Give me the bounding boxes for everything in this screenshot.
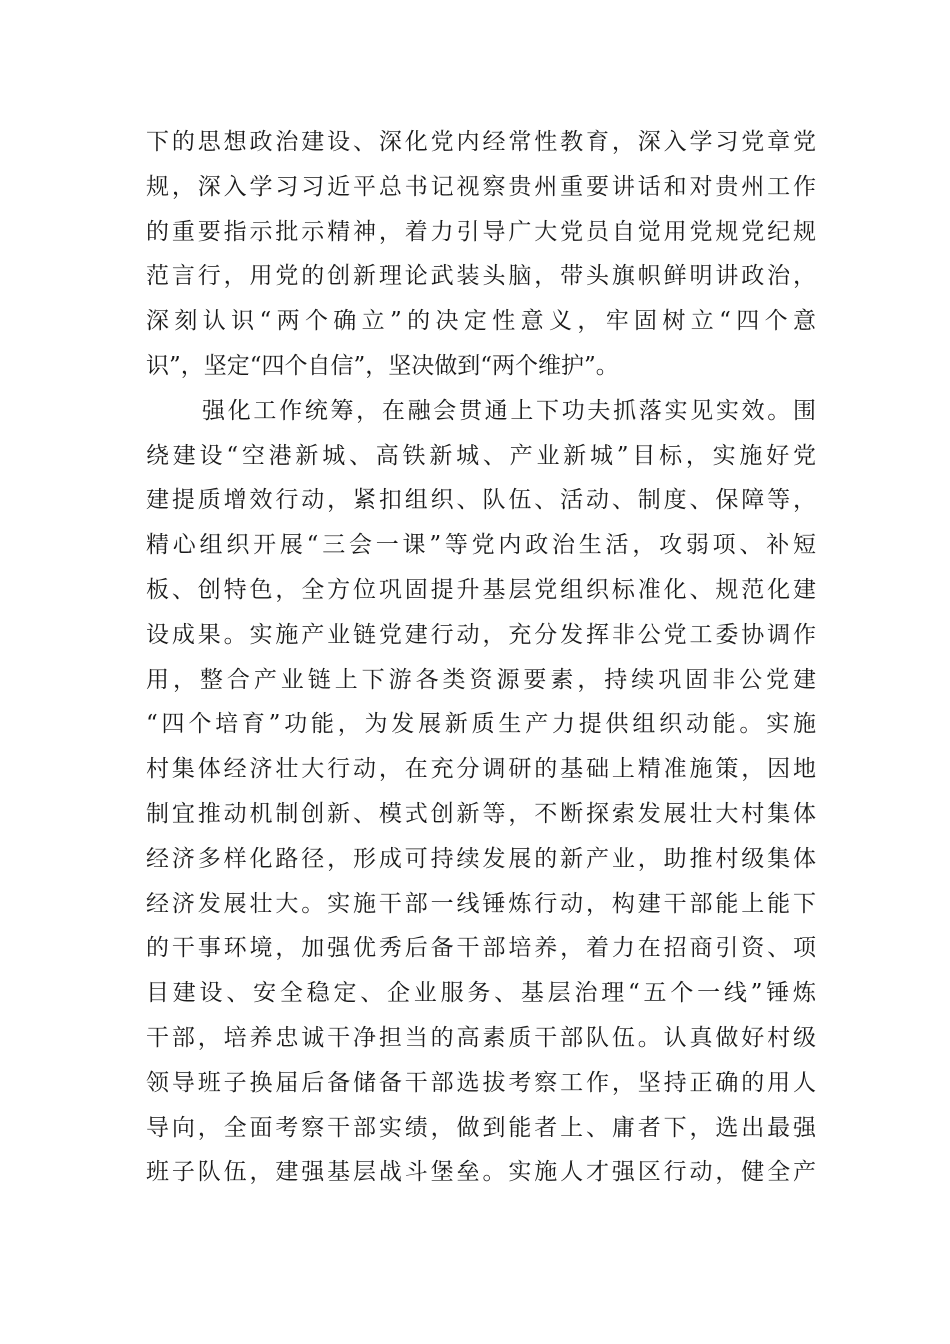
text-line: 深刻认识“两个确立”的决定性意义，牢固树立“四个意 [146,308,816,335]
text-line: 导向，全面考察干部实绩，做到能者上、庸者下，选出最强 [146,1114,816,1141]
text-line: 的干事环境，加强优秀后备干部培养，着力在招商引资、项 [146,935,816,962]
text-line: 识”，坚定“四个自信”，坚决做到“两个维护”。 [146,352,619,379]
text-line: 下的思想政治建设、深化党内经常性教育，深入学习党章党 [146,129,816,155]
text-line: 绕建设“空港新城、高铁新城、产业新城”目标，实施好党 [146,442,816,469]
body-text [146,120,816,1195]
text-line: 干部，培养忠诚干净担当的高素质干部队伍。认真做好村级 [146,1024,816,1051]
paragraph-2 [146,389,816,1195]
text-line: 规，深入学习习近平总书记视察贵州重要讲话和对贵州工作 [146,173,816,200]
text-line: 经济多样化路径，形成可持续发展的新产业，助推村级集体 [146,845,816,872]
text-line: 设成果。实施产业链党建行动，充分发挥非公党工委协调作 [146,621,816,648]
text-line: 领导班子换届后备储备干部选拔考察工作，坚持正确的用人 [146,1069,816,1096]
text-line: “四个培育”功能，为发展新质生产力提供组织动能。实施 [146,711,816,738]
text-line: 精心组织开展“三会一课”等党内政治生活，攻弱项、补短 [146,532,816,559]
text-line: 班子队伍，建强基层战斗堡垒。实施人才强区行动，健全产 [146,1159,816,1186]
text-line: 范言行，用党的创新理论武装头脑，带头旗帜鲜明讲政治， [146,263,816,290]
text-line: 板、创特色，全方位巩固提升基层党组织标准化、规范化建 [146,576,816,603]
text-line: 经济发展壮大。实施干部一线锤炼行动，构建干部能上能下 [146,890,816,917]
text-line: 制宜推动机制创新、模式创新等，不断探索发展壮大村集体 [146,800,816,827]
text-line: 目建设、安全稳定、企业服务、基层治理“五个一线”锤炼 [146,980,816,1007]
paragraph-1 [146,120,816,389]
text-line: 村集体经济壮大行动，在充分调研的基础上精准施策，因地 [146,756,816,783]
text-line: 强化工作统筹，在融会贯通上下功夫抓落实见实效。围 [202,397,816,424]
text-line: 建提质增效行动，紧扣组织、队伍、活动、制度、保障等， [146,487,816,514]
text-line: 用，整合产业链上下游各类资源要素，持续巩固非公党建 [146,666,816,693]
text-line: 的重要指示批示精神，着力引导广大党员自觉用党规党纪规 [146,218,816,245]
